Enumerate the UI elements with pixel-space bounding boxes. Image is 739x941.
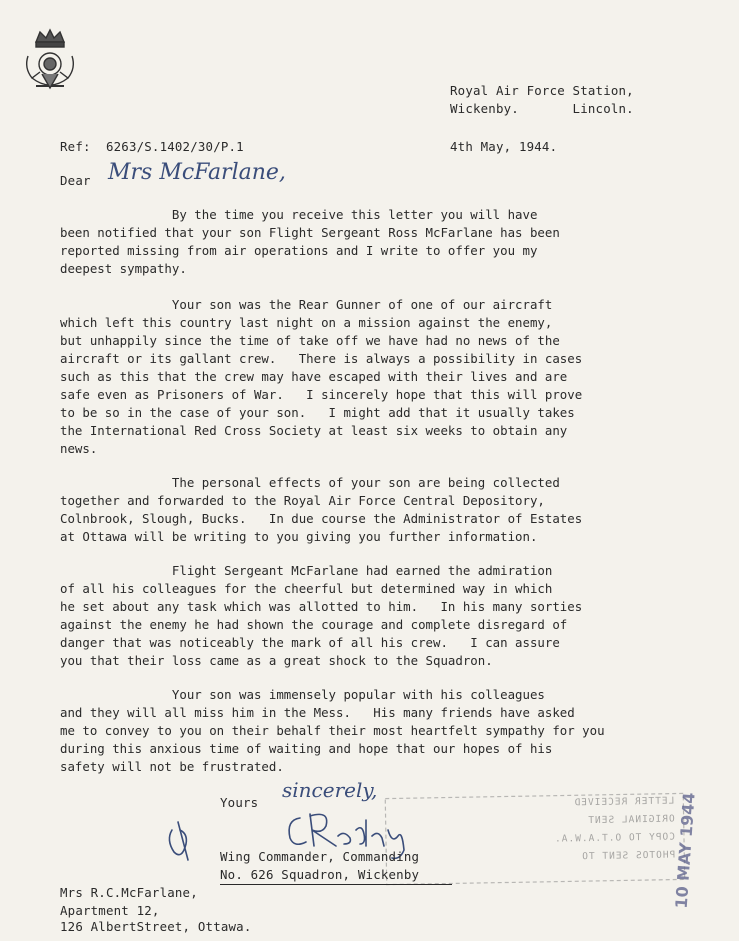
paragraph-2 — [60, 296, 720, 458]
paragraph-4 — [60, 562, 720, 670]
paragraph-1 — [60, 206, 720, 278]
signatory-underline — [220, 884, 452, 885]
date-stamp-wrap — [645, 790, 725, 910]
paragraph-line: Your son was immensely popular with his colleagues — [60, 687, 545, 702]
paragraph-3 — [60, 474, 720, 546]
signatory-unit: No. 626 Squadron, Wickenby — [220, 867, 420, 882]
stamp-row: PHOTOS SENT TO — [581, 849, 676, 863]
reference-number: Ref: 6263/S.1402/30/P.1 — [60, 139, 244, 154]
paragraph-line: Flight Sergeant McFarlane had earned the admiration — [60, 563, 553, 578]
paragraph-line: he set about any task which was allotted to him. In his many sorties — [60, 599, 583, 614]
paragraph-line: deepest sympathy. — [60, 261, 187, 276]
paragraph-line: and they will all miss him in the Mess. His many friends have asked — [60, 705, 575, 720]
paragraph-line: danger that was noticeably the mark of all his crew. I can assure — [60, 635, 560, 650]
paragraph-line: been notified that your son Flight Sergeant Ross McFarlane has been — [60, 225, 560, 240]
paragraph-line: of all his colleagues for the cheerful but determined way in which — [60, 581, 553, 596]
paragraph-line: to be so in the case of your son. I might add that it usually takes — [60, 405, 575, 420]
stamp-row: COPY TO O.T.A.W.A. — [553, 831, 676, 845]
paragraph-line: aircraft or its gallant crew. There is always a possibility in cases — [60, 351, 583, 366]
stamp-row: LETTER RECEIVED — [573, 795, 675, 809]
paragraph-line: By the time you receive this letter you will have — [60, 207, 538, 222]
paragraph-line: against the enemy he had shown the courage and complete disregard of — [60, 617, 568, 632]
paragraph-line: together and forwarded to the Royal Air Force Central Depository, — [60, 493, 545, 508]
salutation-dear: Dear — [60, 173, 91, 188]
station-location: Wickenby. Lincoln. — [450, 101, 634, 116]
paragraph-line: Colnbrook, Slough, Bucks. In due course the Administrator of Estates — [60, 511, 583, 526]
paragraph-line: which left this country last night on a mission against the enemy, — [60, 315, 553, 330]
letter-date: 4th May, 1944. — [450, 139, 558, 154]
date-stamp: 10 MAY 1944 — [671, 791, 699, 909]
paragraph-line: safe even as Prisoners of War. I sincerely hope that this will prove — [60, 387, 583, 402]
paragraph-line: you that their loss came as a great shock to the Squadron. — [60, 653, 493, 668]
recipient-street: 126 AlbertStreet, Ottawa. — [60, 919, 252, 934]
paragraph-line: at Ottawa will be writing to you giving you further information. — [60, 529, 538, 544]
salutation-name-handwritten: Mrs McFarlane, — [108, 160, 286, 185]
paragraph-line: me to convey to you on their behalf their most heartfelt sympathy for you — [60, 723, 605, 738]
recipient-name: Mrs R.C.McFarlane, — [60, 885, 198, 900]
received-stamp — [384, 792, 686, 887]
signatory-title: Wing Commander, Commanding — [220, 849, 420, 864]
paragraph-line: Your son was the Rear Gunner of one of our aircraft — [60, 297, 553, 312]
paragraph-line: news. — [60, 441, 98, 456]
paragraph-line: safety will not be frustrated. — [60, 759, 284, 774]
paragraph-line: reported missing from air operations and I write to offer you my — [60, 243, 538, 258]
closing-sincerely-handwritten: sincerely, — [282, 778, 378, 802]
raf-crest-icon — [22, 28, 78, 96]
paragraph-5 — [60, 686, 720, 776]
station-name: Royal Air Force Station, — [450, 83, 634, 98]
paragraph-line: such as this that the crew may have escaped with their lives and are — [60, 369, 568, 384]
paragraph-line: but unhappily since the time of take off we have had no news of the — [60, 333, 560, 348]
paragraph-line: the International Red Cross Society at least six weeks to obtain any — [60, 423, 568, 438]
paragraph-line: The personal effects of your son are being collected — [60, 475, 560, 490]
paragraph-line: during this anxious time of waiting and hope that our hopes of his — [60, 741, 553, 756]
closing-yours: Yours — [220, 795, 259, 810]
stamp-row: ORIGINAL SENT — [587, 813, 675, 827]
recipient-apartment: Apartment 12, — [60, 903, 160, 918]
